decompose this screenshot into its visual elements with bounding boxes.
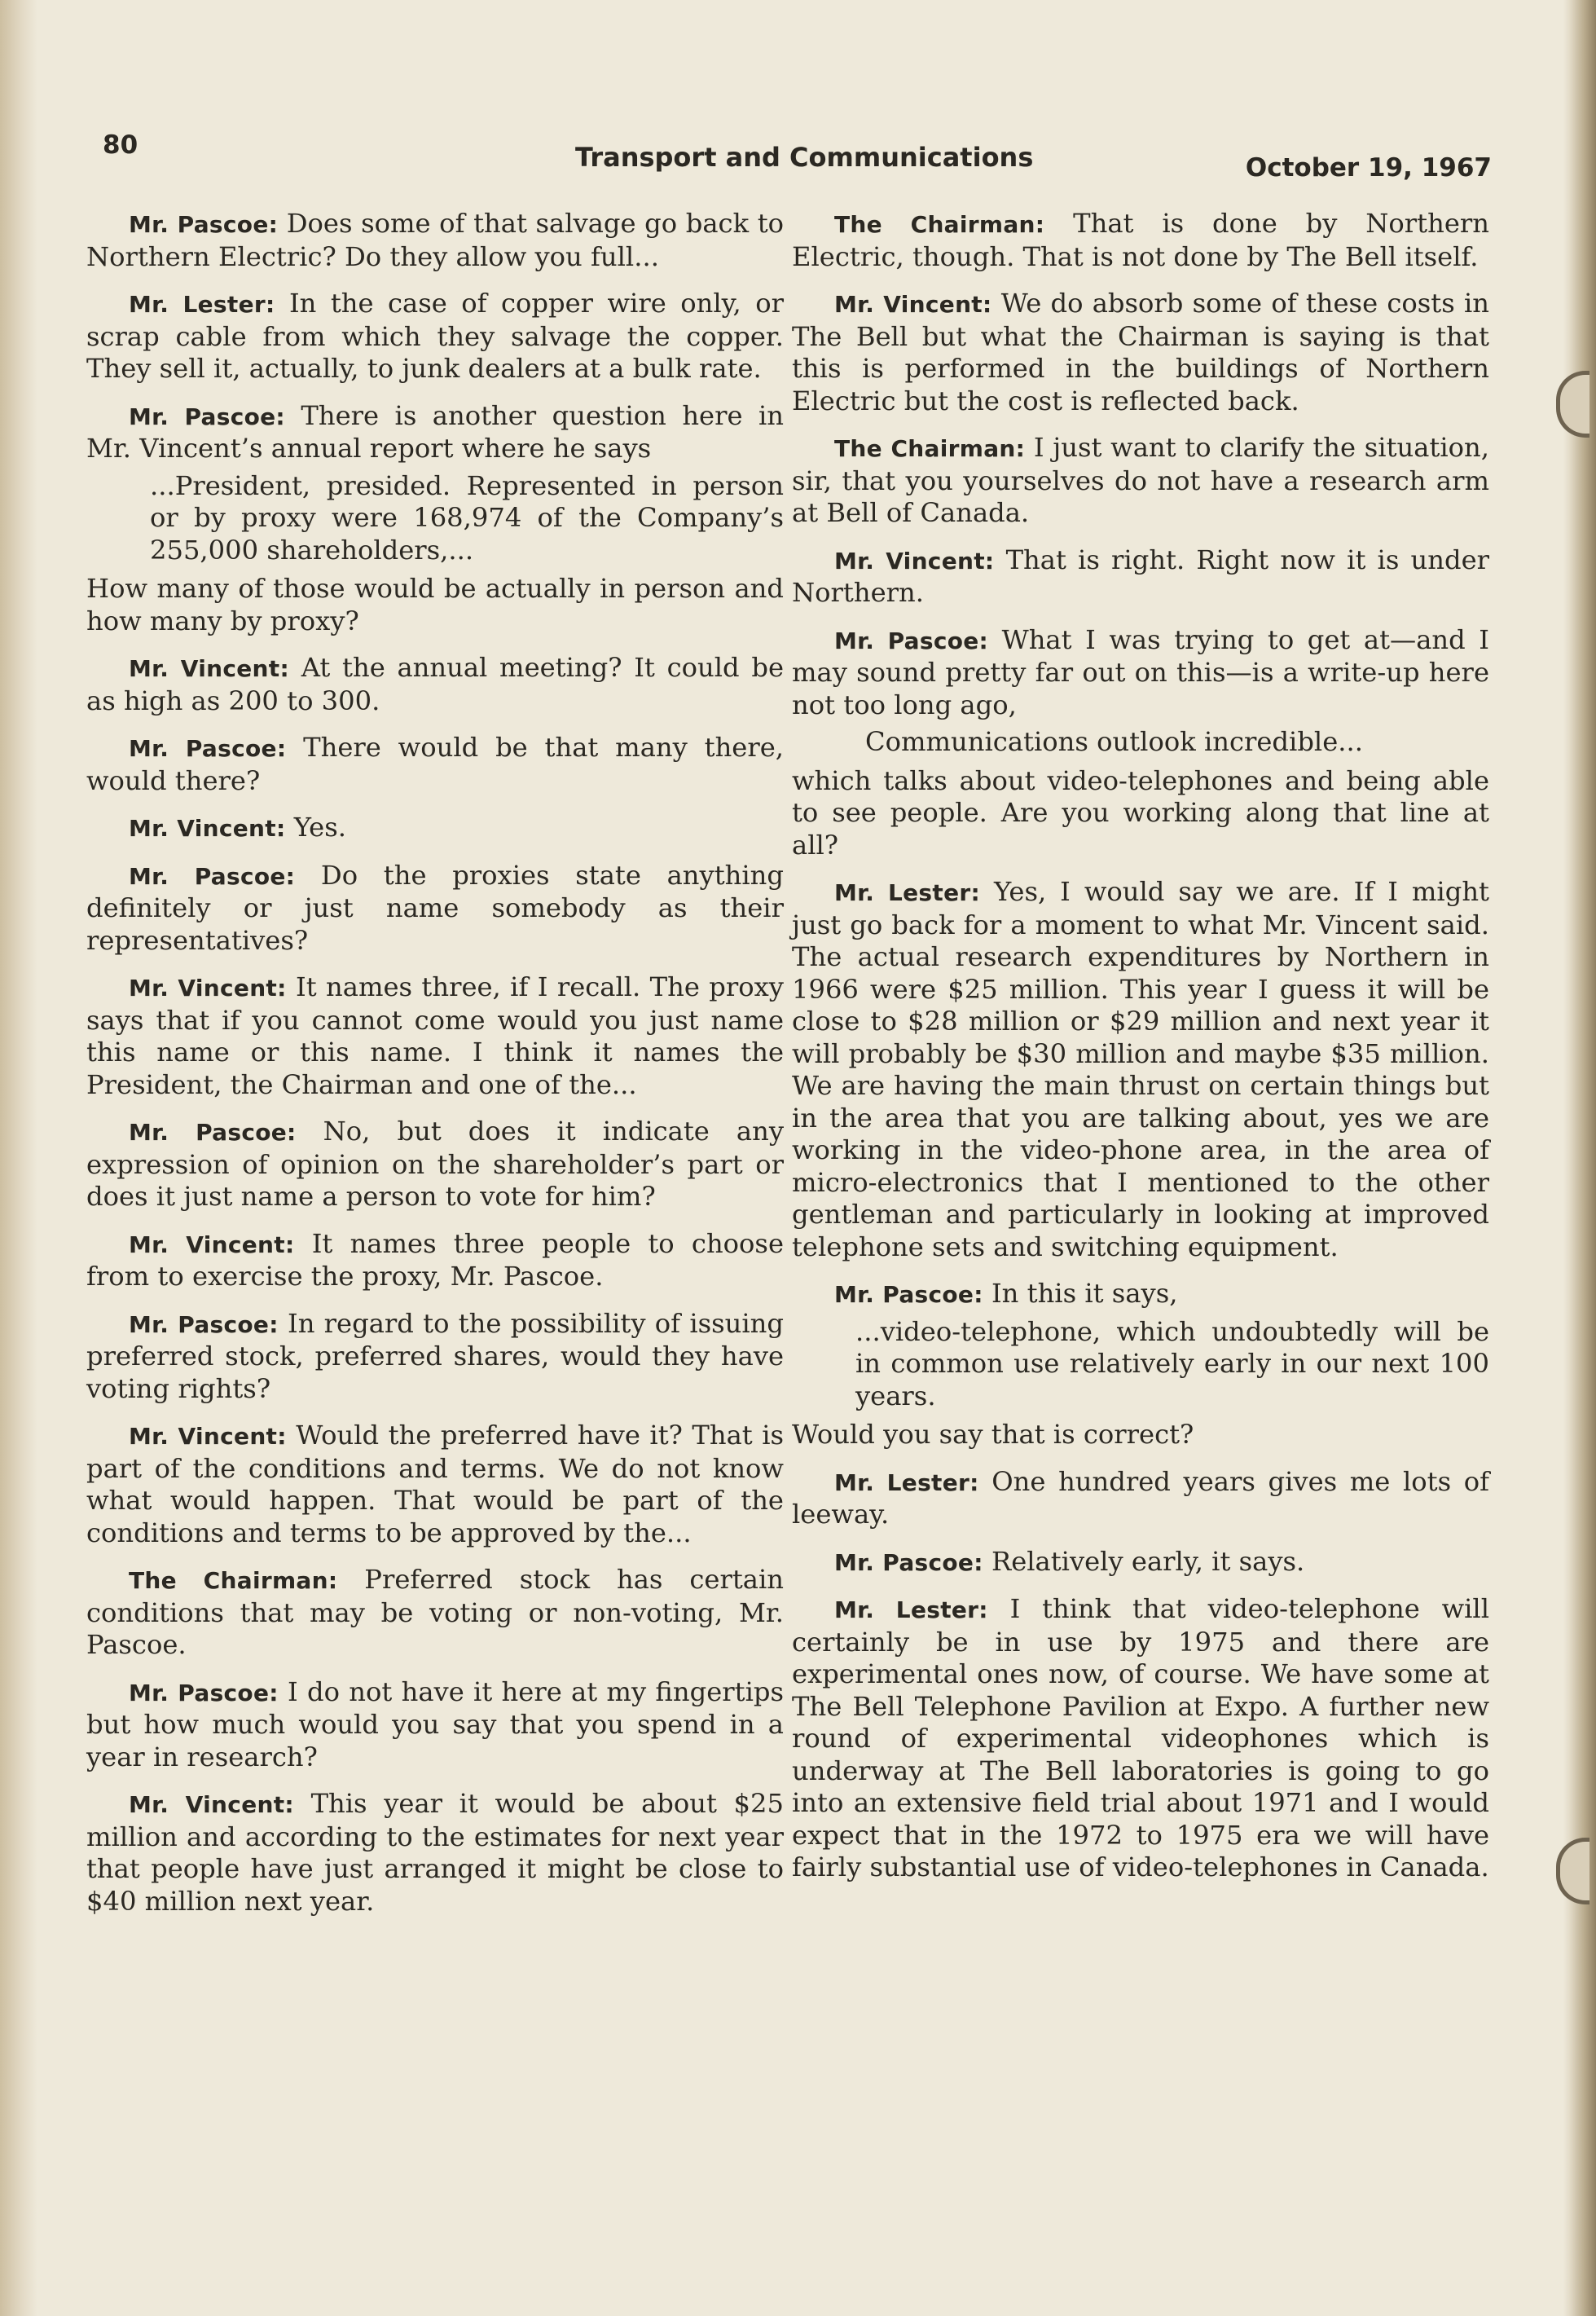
transcript-paragraph (792, 208, 1489, 273)
speaker-label: Mr. Pascoe: (129, 403, 285, 430)
speaker-label: Mr. Lester: (834, 1468, 979, 1496)
speech-text: That is right. Right now it is under Northern. (792, 544, 1490, 608)
speaker-label: Mr. Pascoe: (129, 1119, 297, 1146)
speech-text: It names three people to choose from to exercise the proxy, Mr. Pascoe. (86, 1227, 784, 1292)
speaker-label: Mr. Vincent: (834, 291, 992, 318)
speech-text: In the case of copper wire only, or scrap cable from which they salvage the copper. They sell it, actually, to junk dealers at a bulk rate. (86, 288, 784, 384)
page-number: 80 (103, 130, 138, 160)
continuation-text: How many of those would be actually in person and how many by proxy? (86, 573, 784, 636)
speech-text: I just want to clarify the situation, sir, that you yourselves do not have a research arm at Bell of Canada. (792, 432, 1489, 528)
speech-text: One hundred years gives me lots of leeway. (792, 1465, 1490, 1530)
quoted-passage: ...video-telephone, which undoubtedly will be in common use relatively early in our next 100 years. (855, 1315, 1489, 1411)
continuation-text: Would you say that is correct? (792, 1419, 1194, 1450)
speech-text: In this it says, (991, 1278, 1178, 1309)
speech-text: It names three, if I recall. The proxy says that if you cannot come would you just name this name or this name. I think it names the President, the Chairman and one of the... (86, 971, 784, 1100)
transcript-paragraph (792, 624, 1489, 722)
transcript-paragraph (86, 1420, 784, 1549)
transcript-paragraph (792, 876, 1489, 1263)
speaker-label: Mr. Pascoe: (834, 1548, 983, 1576)
transcript-paragraph (792, 432, 1489, 530)
speech-text: At the annual meeting? It could be as high as 200 to 300. (86, 652, 785, 716)
transcript-paragraph (86, 1788, 784, 1918)
speaker-label: Mr. Vincent: (834, 547, 995, 575)
speaker-label: Mr. Pascoe: (834, 627, 989, 654)
speaker-label: Mr. Pascoe: (834, 1281, 983, 1308)
transcript-paragraph (86, 652, 784, 717)
speech-text: That is done by Northern Electric, though. That is not done by The Bell itself. (792, 208, 1490, 272)
speech-text: No, but does it indicate any expression of opinion on the shareholder’s part or does it just name a person to vote for him? (86, 1116, 785, 1212)
transcript-paragraph (792, 1546, 1489, 1579)
left-column (86, 208, 784, 1932)
speaker-label: Mr. Vincent: (129, 655, 289, 682)
transcript-paragraph (86, 208, 784, 273)
speech-text: In regard to the possibility of issuing preferred stock, preferred shares, would they have voting rights? (86, 1307, 785, 1404)
continuation-text: which talks about video-telephones and being able to see people. Are you working along that line at all? (792, 764, 1489, 861)
speech-text: Yes, I would say we are. If I might just go back for a moment to what Mr. Vincent said. The actual research expenditures by Northern in 1966 were $25 million. This year I guess it will be close to $28 million or $29 million and next year it will probably be $30 million and maybe $35 million. We are having the main thrust on certain things but in the area that you are talking about, yes we are working in the video-phone area, in the area of micro-electronics that I mentioned to the other gentleman and particularly in looking at improved telephone sets and switching equipment. (792, 876, 1489, 1262)
speech-text: Yes. (293, 812, 346, 843)
speech-text: We do absorb some of these costs in The Bell but what the Chairman is saying is that this is performed in the buildings of Northern Electric but the cost is reflected back. (792, 288, 1490, 416)
speaker-label: Mr. Pascoe: (129, 1679, 279, 1706)
speaker-label: Mr. Vincent: (129, 1423, 287, 1450)
transcript-paragraph (792, 544, 1489, 610)
speech-text: Do the proxies state anything definitely or just name somebody as their representatives? (86, 859, 784, 956)
speech-text: Preferred stock has certain conditions that may be voting or non-voting, Mr. Pascoe. (86, 1564, 784, 1660)
transcript-paragraph (86, 1308, 784, 1406)
right-column (792, 208, 1489, 1899)
speaker-label: Mr. Vincent: (129, 1791, 294, 1818)
speaker-label: Mr. Pascoe: (129, 1310, 279, 1338)
speaker-label: Mr. Vincent: (129, 815, 286, 842)
quoted-headline: Communications outlook incredible... (865, 726, 1363, 757)
binding-hole-lower (1556, 1838, 1589, 1904)
speech-text: This year it would be about $25 million and according to the estimates for next year that people have just arranged it might be close to $40 million next year. (86, 1788, 784, 1917)
speaker-label: The Chairman: (129, 1567, 338, 1594)
speech-text: There is another question here in Mr. Vincent’s annual report where he says (86, 399, 785, 464)
speaker-label: Mr. Lester: (129, 291, 275, 318)
transcript-paragraph (86, 860, 784, 958)
speaker-label: Mr. Vincent: (129, 1231, 295, 1258)
transcript-paragraph (86, 400, 784, 465)
speech-text: What I was trying to get at—and I may sound pretty far out on this—is a write-up here not too long ago, (792, 623, 1490, 720)
speaker-label: Mr. Pascoe: (129, 862, 296, 890)
speaker-label: Mr. Vincent: (129, 975, 287, 1002)
speaker-label: Mr. Lester: (834, 879, 980, 906)
header-date: October 19, 1967 (1245, 153, 1492, 183)
speech-text: Relatively early, it says. (991, 1545, 1305, 1577)
transcript-paragraph (86, 812, 784, 845)
speech-text: I do not have it here at my fingertips but how much would you say that you spend in a year in research? (86, 1675, 785, 1772)
speaker-label: Mr. Pascoe: (129, 211, 279, 238)
running-title: Transport and Communications (575, 142, 1034, 173)
transcript-paragraph (86, 1564, 784, 1662)
speaker-label: The Chairman: (834, 435, 1026, 462)
binding-hole-upper (1556, 371, 1589, 438)
page-binding-shadow (0, 0, 37, 2316)
transcript-paragraph (792, 1593, 1489, 1884)
quoted-passage: ...President, presided. Represented in person or by proxy were 168,974 of the Company’s 255,000 shareholders,... (150, 469, 784, 566)
transcript-paragraph (86, 1116, 784, 1213)
page-edge (1563, 0, 1596, 2316)
speech-text: I think that video-telephone will certainly be in use by 1975 and there are experimental ones now, of course. We have some at The Bell Telephone Pavilion at Expo. A further new round of experimental videophones which is underway at The Bell laboratories is going to go into an extensive field trial about 1971 and I would expect that in the 1972 to 1975 era we will have fairly substantial use of video-telephones in Canada. (792, 1593, 1490, 1882)
page-header (103, 130, 1492, 183)
speech-text: Would the preferred have it? That is part of the conditions and terms. We do not know what would happen. That would be part of the conditions and terms to be approved by the... (86, 1420, 785, 1548)
transcript-paragraph (86, 1228, 784, 1293)
speaker-label: Mr. Pascoe: (129, 735, 287, 762)
transcript-paragraph (86, 732, 784, 797)
speaker-label: Mr. Lester: (834, 1596, 988, 1623)
speech-text: There would be that many there, would there? (86, 732, 785, 796)
transcript-paragraph (86, 288, 784, 385)
transcript-paragraph (86, 971, 784, 1101)
speaker-label: The Chairman: (834, 211, 1045, 238)
transcript-paragraph (86, 1676, 784, 1774)
transcript-paragraph (792, 1466, 1489, 1531)
transcript-paragraph (792, 1278, 1489, 1311)
transcript-paragraph (792, 288, 1489, 417)
speech-text: Does some of that salvage go back to Northern Electric? Do they allow you full... (86, 208, 785, 272)
